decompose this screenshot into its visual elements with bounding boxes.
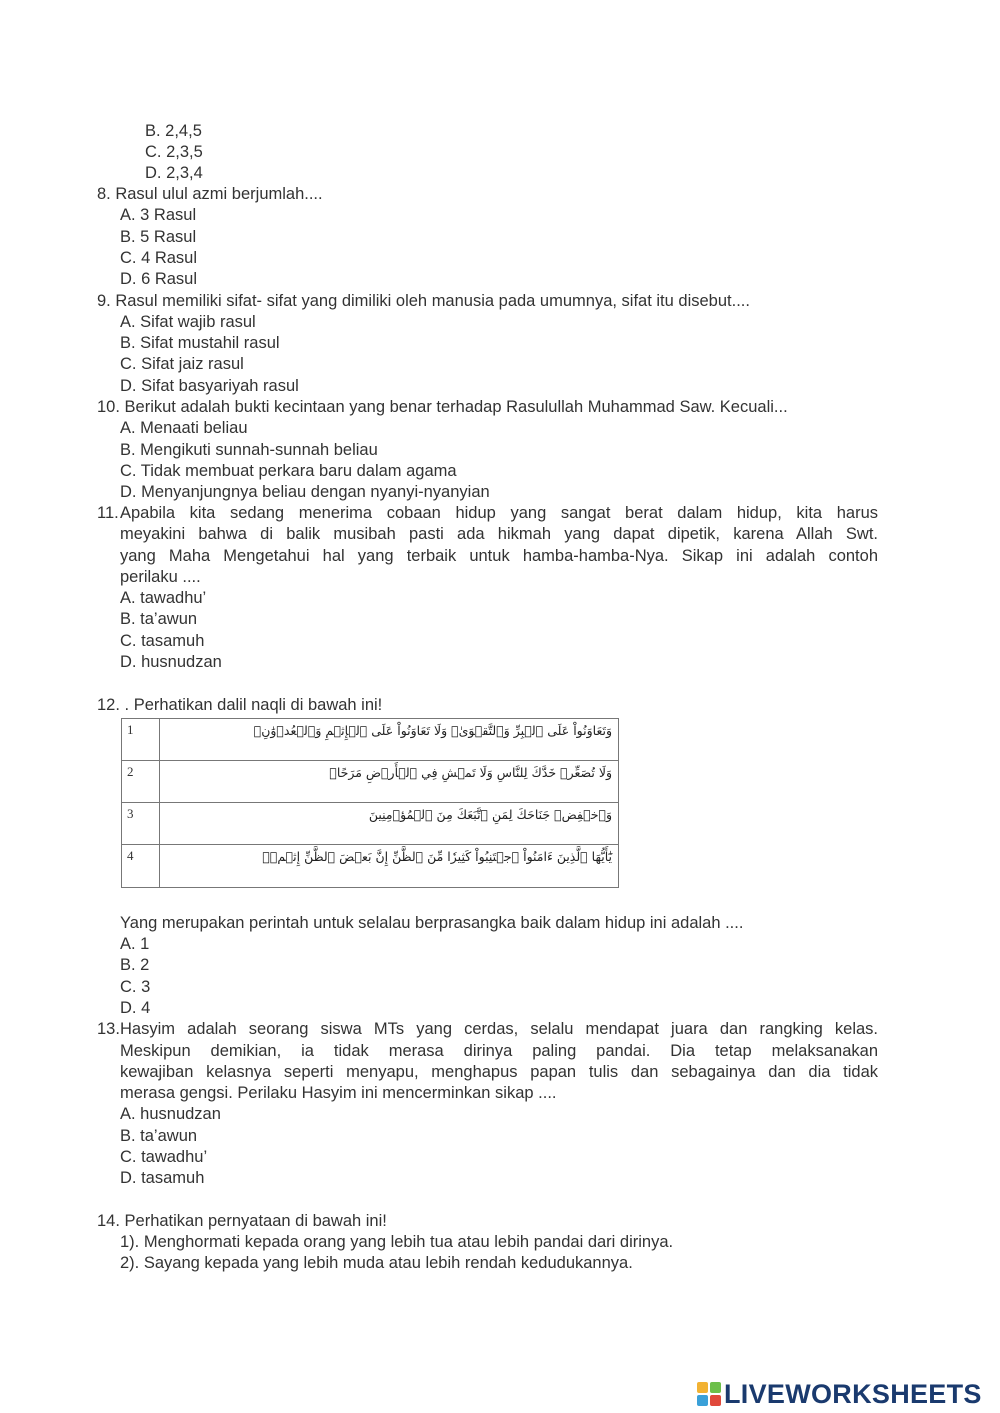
q11-option-c[interactable]: C. tasamuh [120, 632, 205, 650]
dalil-row-number: 1 [122, 719, 160, 761]
dalil-ayat-text: وَٱخۡفِضۡ جَنَاحَكَ لِمَنِ ٱتَّبَعَكَ مِنَ ٱلۡمُؤۡمِنِينَ [160, 803, 619, 845]
logo-tile [697, 1382, 708, 1393]
q8-question: 8. Rasul ulul azmi berjumlah.... [97, 185, 323, 203]
q12-option-b[interactable]: B. 2 [120, 956, 150, 974]
q10-option-b[interactable]: B. Mengikuti sunnah-sunnah beliau [120, 441, 378, 459]
q13-option-b[interactable]: B. ta’awun [120, 1127, 198, 1145]
q11-number: 11. [97, 504, 119, 522]
q9-option-a[interactable]: A. Sifat wajib rasul [120, 313, 256, 331]
dalil-row [122, 719, 619, 761]
dalil-ayat-text: يَٰٓأَيُّهَا ٱلَّذِينَ ءَامَنُواْ ٱجۡتَنِبُواْ كَثِيرٗا مِّنَ ٱلظَّنِّ إِنَّ بَعۡضَ ٱلظَّنِّ إِثۡمٞۖ [160, 845, 619, 888]
logo-tile [697, 1395, 708, 1406]
q9-question: 9. Rasul memiliki sifat- sifat yang dimiliki oleh manusia pada umumnya, sifat itu disebut.... [97, 292, 750, 310]
q7-option-b[interactable]: B. 2,4,5 [145, 122, 202, 140]
dalil-row [122, 761, 619, 803]
dalil-row [122, 845, 619, 888]
q13-question-line-4: merasa gengsi. Perilaku Hasyim ini mencerminkan sikap .... [120, 1084, 557, 1102]
q10-option-d[interactable]: D. Menyanjungnya beliau dengan nyanyi-nyanyian [120, 483, 490, 501]
q11-question-line-4: perilaku .... [120, 568, 201, 586]
q13-option-d[interactable]: D. tasamuh [120, 1169, 205, 1187]
q9-option-c[interactable]: C. Sifat jaiz rasul [120, 355, 244, 373]
dalil-row [122, 803, 619, 845]
q9-option-b[interactable]: B. Sifat mustahil rasul [120, 334, 280, 352]
q14-statement-1: 1). Menghormati kepada orang yang lebih tua atau lebih pandai dari dirinya. [120, 1233, 674, 1251]
q14-statement-2: 2). Sayang kepada yang lebih muda atau lebih rendah kedudukannya. [120, 1254, 633, 1272]
q8-option-d[interactable]: D. 6 Rasul [120, 270, 198, 288]
logo-tile [710, 1395, 721, 1406]
liveworksheets-brand-text: LIVEWORKSHEETS [724, 1378, 982, 1409]
q11-question-line-1: Apabila kita sedang menerima cobaan hidup yang sangat berat dalam hidup, kita harus [120, 504, 878, 522]
q12-option-c[interactable]: C. 3 [120, 978, 151, 996]
dalil-row-number: 3 [122, 803, 160, 845]
liveworksheets-logo-icon [697, 1382, 721, 1406]
q10-question: 10. Berikut adalah bukti kecintaan yang benar terhadap Rasulullah Muhammad Saw. Kecuali... [97, 398, 788, 416]
dalil-ayat-text: وَتَعَاوَنُواْ عَلَى ٱلۡبِرِّ وَٱلتَّقۡوَىٰۖ وَلَا تَعَاوَنُواْ عَلَى ٱلۡإِثۡمِ وَٱلۡعُدۡوَٰنِۚ [160, 719, 619, 761]
q13-option-c[interactable]: C. tawadhu’ [120, 1148, 208, 1166]
q12-prompt: Yang merupakan perintah untuk selalau berprasangka baik dalam hidup ini adalah .... [120, 914, 744, 932]
logo-tile [710, 1382, 721, 1393]
dalil-row-number: 4 [122, 845, 160, 888]
dalil-ayat-text: وَلَا تُصَعِّرۡ خَدَّكَ لِلنَّاسِ وَلَا تَمۡشِ فِي ٱلۡأَرۡضِ مَرَحًاۖ [160, 761, 619, 803]
q8-option-b[interactable]: B. 5 Rasul [120, 228, 197, 246]
q12-option-a[interactable]: A. 1 [120, 935, 150, 953]
q13-question-line-3: kewajiban kelasnya seperti menyapu, menghapus papan tulis dan sebagainya dan dia tidak [120, 1063, 878, 1081]
q11-option-b[interactable]: B. ta’awun [120, 610, 198, 628]
q11-question-line-3: yang Maha Mengetahui hal yang terbaik untuk hamba-hamba-Nya. Sikap ini adalah contoh [120, 547, 878, 565]
q11-option-d[interactable]: D. husnudzan [120, 653, 222, 671]
q8-option-a[interactable]: A. 3 Rasul [120, 206, 197, 224]
q7-option-c[interactable]: C. 2,3,5 [145, 143, 203, 161]
q10-option-a[interactable]: A. Menaati beliau [120, 419, 248, 437]
q10-option-c[interactable]: C. Tidak membuat perkara baru dalam agama [120, 462, 457, 480]
q13-question-line-2: Meskipun demikian, ia tidak merasa dirinya paling pandai. Dia tetap melaksanakan [120, 1042, 878, 1060]
q8-option-c[interactable]: C. 4 Rasul [120, 249, 198, 267]
q13-number: 13. [97, 1020, 120, 1038]
q14-question: 14. Perhatikan pernyataan di bawah ini! [97, 1212, 387, 1230]
q9-option-d[interactable]: D. Sifat basyariyah rasul [120, 377, 299, 395]
liveworksheets-logo[interactable] [697, 1379, 982, 1409]
dalil-table [121, 718, 619, 888]
q12-question: 12. . Perhatikan dalil naqli di bawah ini! [97, 696, 383, 714]
q7-option-d[interactable]: D. 2,3,4 [145, 164, 203, 182]
dalil-row-number: 2 [122, 761, 160, 803]
q11-question-line-2: meyakini bahwa di balik musibah pasti ada hikmah yang dapat dipetik, karena Allah Swt. [120, 525, 878, 543]
q13-question-line-1: Hasyim adalah seorang siswa MTs yang cerdas, selalu mendapat juara dan rangking kelas. [120, 1020, 878, 1038]
q11-option-a[interactable]: A. tawadhu’ [120, 589, 207, 607]
q12-option-d[interactable]: D. 4 [120, 999, 151, 1017]
q13-option-a[interactable]: A. husnudzan [120, 1105, 221, 1123]
